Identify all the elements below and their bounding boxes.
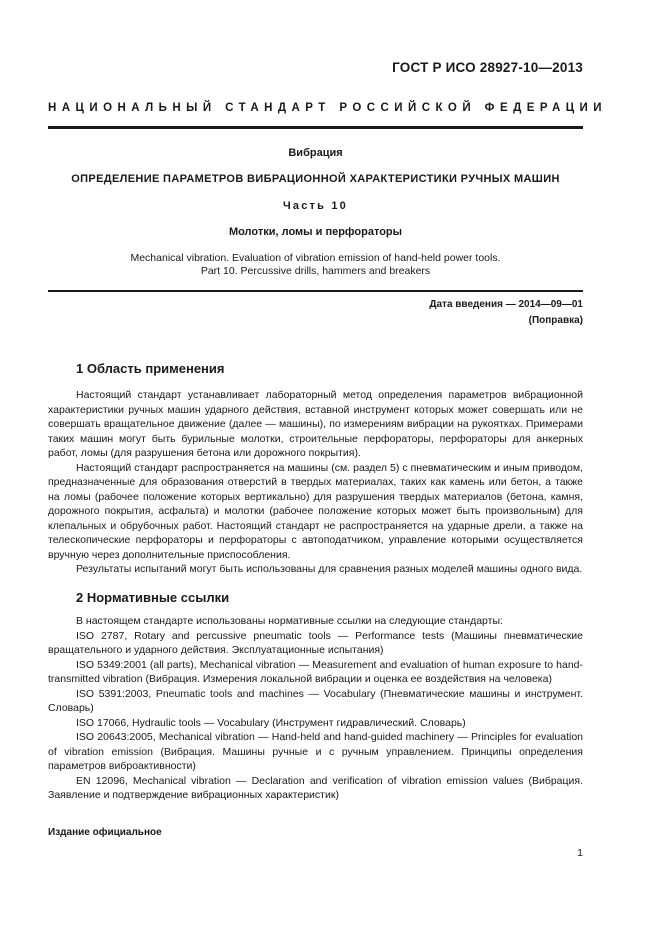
- title-part: Часть 10: [282, 200, 348, 212]
- title-rule: [48, 290, 583, 292]
- section-1-title: 1 Область применения: [76, 361, 225, 376]
- paragraph: Результаты испытаний могут быть использованы для сравнения разных моделей машины одного вида.: [76, 563, 583, 575]
- reference-item: ISO 2787, Rotary and percussive pneumatic tools — Performance tests (Машины пневматические вращательного и ударного действия. Эксплуатационные испытания): [48, 629, 583, 656]
- paragraph: Настоящий стандарт устанавливает лабораторный метод определения параметров вибрационной характеристики ручных машин ударного действия, вставной инструмент которых может совершать или не совершать вращательное движение (далее — машины), по измерениям вибрации на рукоятках. Примерами таких машин могут быть бурильные молотки, строительные перфораторы, перфораторы для анкерных работ, ломы (для разрушения бетона или дорожного покрытия).: [48, 389, 583, 459]
- reference-item: ISO 5391:2003, Pneumatic tools and machines — Vocabulary (Пневматические машины и инструмент. Словарь): [48, 687, 583, 714]
- official-edition-label: Издание официальное: [48, 827, 162, 838]
- title-main: ОПРЕДЕЛЕНИЕ ПАРАМЕТРОВ ВИБРАЦИОННОЙ ХАРАКТЕРИСТИКИ РУЧНЫХ МАШИН: [71, 173, 560, 185]
- reference-item: EN 12096, Mechanical vibration — Declaration and verification of vibration emission values (Вибрация. Заявление и подтверждение вибрационных характеристик): [48, 774, 583, 801]
- reference-item: ISO 17066, Hydraulic tools — Vocabulary (Инструмент гидравлический. Словарь): [76, 716, 466, 729]
- paragraph: Настоящий стандарт распространяется на машины (см. раздел 5) с пневматическим и иным приводом, предназначенные для образования отверстий в твердых материалах, таких как камень или бетон, а также на ломы (рабочее положение которых вертикально) для разрушения твердых материалов (бетона, камня, дорожного покрытия, асфальта) и молотки (рабочее положение которых может быть произвольным) для клепальных и обрубочных работ. Настоящий стандарт не распространяется на ударные дрели, а также на телескопические перфораторы и перфораторы с автоподатчиком, управление которыми осуществляется вручную через дополнительные приспособления.: [48, 461, 583, 561]
- section-1-body: [48, 388, 583, 577]
- paragraph: В настоящем стандарте использованы нормативные ссылки на следующие стандарты:: [76, 615, 503, 627]
- english-title-line-1: Mechanical vibration. Evaluation of vibration emission of hand-held power tools.: [130, 252, 501, 264]
- introduction-date: Дата введения — 2014—09—01: [429, 299, 583, 310]
- header-rule: [48, 126, 583, 129]
- section-2-title: 2 Нормативные ссылки: [76, 590, 230, 605]
- reference-item: ISO 5349:2001 (all parts), Mechanical vibration — Measurement and evaluation of human exposure to hand-transmitted vibration (Вибрация. Измерения локальной вибрации и оценка ее воздействия на человека): [48, 658, 583, 685]
- page-number: 1: [577, 847, 583, 859]
- national-standard-heading: НАЦИОНАЛЬНЫЙ СТАНДАРТ РОССИЙСКОЙ ФЕДЕРАЦИИ: [48, 102, 607, 114]
- reference-item: ISO 20643:2005, Mechanical vibration — Hand-held and hand-guided machinery — Principles for evaluation of vibration emission (Вибрация. Машины ручные и с ручным управлением. Принципы определения параметров виброактивности): [48, 731, 583, 772]
- title-group: Вибрация: [288, 147, 343, 159]
- document-code: ГОСТ Р ИСО 28927-10—2013: [392, 60, 583, 75]
- english-title-line-2: Part 10. Percussive drills, hammers and breakers: [200, 265, 431, 277]
- section-2-body: [48, 614, 583, 803]
- amendment-note: (Поправка): [528, 315, 583, 326]
- title-subtitle: Молотки, ломы и перфораторы: [228, 226, 403, 238]
